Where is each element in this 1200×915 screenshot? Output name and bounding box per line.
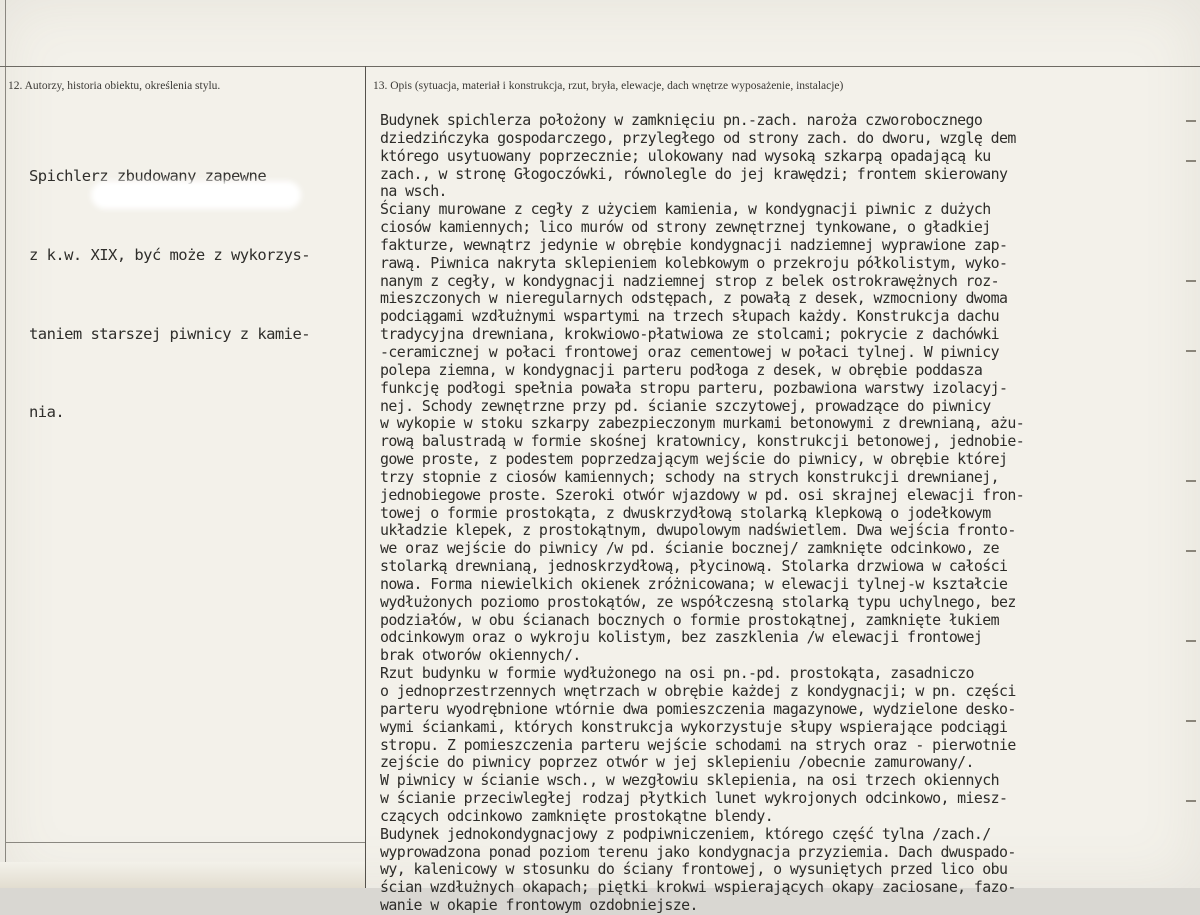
description-line: mieszczonych w nieregularnych odstępach, z powałą z desek, wzmocniony dwoma [380, 289, 1008, 308]
history-line: nia. [29, 403, 65, 422]
description-line: w ścianie przeciwległej rodzaj płytkich lunet wykrojonych odcinkowo, miesz- [380, 789, 1008, 808]
description-line: -ceramicznej w połaci frontowej oraz cementowej w połaci tylnej. W piwnicy [380, 342, 1000, 361]
description-line: nej. Schody zewnętrzne przy pd. ścianie szczytowej, prowadzące do piwnicy [380, 396, 991, 415]
description-line: jednobiegowe proste. Szeroki otwór wjazdowy w pd. osi skrajnej elewacji fron- [380, 485, 1025, 504]
description-line: ścian wzdłużnych okapach; piętki krokwi wspierających okapy zaciosane, fazo- [380, 878, 1016, 897]
description-line: nanym z cegły, w kondygnacji nadziemnej strop z belek ostrokrawężnych roz- [380, 271, 1000, 290]
margin-marks [1186, 120, 1198, 860]
page-stain [0, 862, 365, 888]
description-line: rową balustradą w formie skośnej kratownicy, konstrukcji betonowej, jednobie- [380, 432, 1025, 451]
column-divider [365, 66, 366, 888]
description-line: ciosów kamiennych; lico murów od strony zewnętrznej tynkowane, o gładkiej [380, 218, 991, 237]
description-line: tradycyjna drewniana, krokwiowo-płatwiowa ze stolcami; pokrycie z dachówki [380, 325, 1000, 344]
description-line: towej o formie prostokąta, z dwuskrzydłową stolarką klepkową o jodełkowym [380, 503, 991, 522]
description-line: czących odcinkowo zamknięte prostokątne blendy. [380, 806, 774, 825]
description-line: Budynek jednokondygnacjowy z podpiwniczeniem, którego część tylna /zach./ [380, 824, 991, 843]
description-line: polepa ziemna, w kondygnacji parteru podłoga z desek, w obrębie poddasza [380, 360, 983, 379]
description-line: stropu. Z pomieszczenia parteru wejście schodami na strych oraz - pierwotnie [380, 735, 1016, 754]
description-line: dziedzińczyka gospodarczego, przyległego od strony zach. do dworu, wzglę dem [380, 128, 1016, 147]
description-line: wyprowadzona ponad poziom terenu jako kondygnacja przyziemia. Dach dwuspado- [380, 842, 1016, 861]
description-line: trzy stopnie z ciosów kamiennych; schody na strych konstrukcji drewnianej, [380, 467, 1000, 486]
description-line: wy, kalenicowy w stosunku do ściany frontowej, o wysuniętych przed lico obu [380, 860, 1008, 879]
header-rule [0, 66, 1200, 67]
description-line: we oraz wejście do piwnicy /w pd. ścianie bocznej/ zamknięte odcinkowo, ze [380, 539, 1000, 558]
description-line: parteru wyodrębnione wtórnie dwa pomieszczenia magazynowe, wydzielone desko- [380, 699, 1016, 718]
description-line: układzie klepek, z prostokątnym, dwupolowym nadświetlem. Dwa wejścia fronto- [380, 521, 1016, 540]
description-line: podciągami wzdłużnymi wspartymi na trzech słupach każdy. Konstrukcja dachu [380, 307, 1000, 326]
description-line: nowa. Forma niewielkich okienek zróżnicowana; w elewacji tylnej-w kształcie [380, 574, 1008, 593]
section-13-heading: 13. Opis (sytuacja, materiał i konstrukcja, rzut, bryła, elewacje, dach wnętrze wyposażenie, instalacje) [373, 80, 844, 92]
description-line: wydłużonych poziomo prostokątów, ze współczesną stolarką typu uchylnego, bez [380, 592, 1016, 611]
history-line: taniem starszej piwnicy z kamie- [29, 324, 311, 343]
left-border-line [5, 0, 6, 888]
redaction-mark [96, 186, 296, 204]
description-line: wymi ściankami, których konstrukcja wykorzystuje słupy wspierające podciągi [380, 717, 1008, 736]
description-line: stolarką drewnianą, jednoskrzydłową, płycinową. Stolarka drzwiowa w całości [380, 557, 1008, 576]
left-bottom-rule [5, 842, 365, 843]
description-line: o jednoprzestrzennych wnętrzach w obrębie każdej z kondygnacji; w pn. części [380, 682, 1016, 700]
description-line: rawą. Piwnica nakryta sklepieniem kolebkowym o przekroju półkolistym, wyko- [380, 253, 1008, 272]
description-line: w wykopie w stoku szkarpy zabezpieczonym murkami betonowymi z drewnianą, ażu- [380, 414, 1025, 433]
description-line: zejście do piwnicy poprzez otwór w jej sklepieniu /obecnie zamurowany/. [380, 753, 974, 772]
history-line: z k.w. XIX, być może z wykorzys- [29, 246, 311, 265]
description-line: fakturze, wewnątrz jedynie w obrębie kondygnacji nadziemnej wyprawione zap- [380, 235, 1008, 254]
description-line: brak otworów okiennych/. [380, 646, 581, 665]
description-line: Rzut budynku w formie wydłużonego na osi pn.-pd. prostokąta, zasadniczo [380, 664, 974, 683]
history-text [29, 111, 364, 478]
description-line: zach., w stronę Głogoczówki, równolegle do jej krawędzi; frontem skierowany [380, 164, 1008, 183]
description-line: Ściany murowane z cegły z użyciem kamienia, w kondygnacji piwnic z dużych [380, 200, 991, 219]
description-line: Budynek spichlerza położony w zamknięciu pn.-zach. naroża czworobocznego [380, 111, 983, 129]
description-text [380, 112, 1195, 915]
section-12-heading: 12. Autorzy, historia obiektu, określenia stylu. [8, 80, 221, 92]
description-line: odcinkowym oraz o wykroju kolistym, bez zaszklenia /w elewacji frontowej [380, 628, 983, 647]
description-line: na wsch. [380, 182, 447, 201]
description-line: W piwnicy w ścianie wsch., w wezgłowiu sklepienia, na osi trzech okiennych [380, 771, 1000, 790]
history-line: Spichlerz zbudowany zapewne [29, 167, 267, 186]
description-line: wanie w okapie frontowym ozdobniejsze. [380, 896, 698, 915]
description-line: funkcję podłogi spełnia powała stropu parteru, pozbawiona warstwy izolacyj- [380, 378, 1008, 397]
description-line: którego usytuowany poprzecznie; ulokowany nad wysoką szkarpą opadającą ku [380, 146, 991, 165]
description-line: podziałów, w obu ścianach bocznych o formie prostokątnej, zamknięte łukiem [380, 610, 1000, 629]
description-line: gowe proste, z podestem poprzedzającym wejście do piwnicy, w obrębie której [380, 450, 1008, 469]
